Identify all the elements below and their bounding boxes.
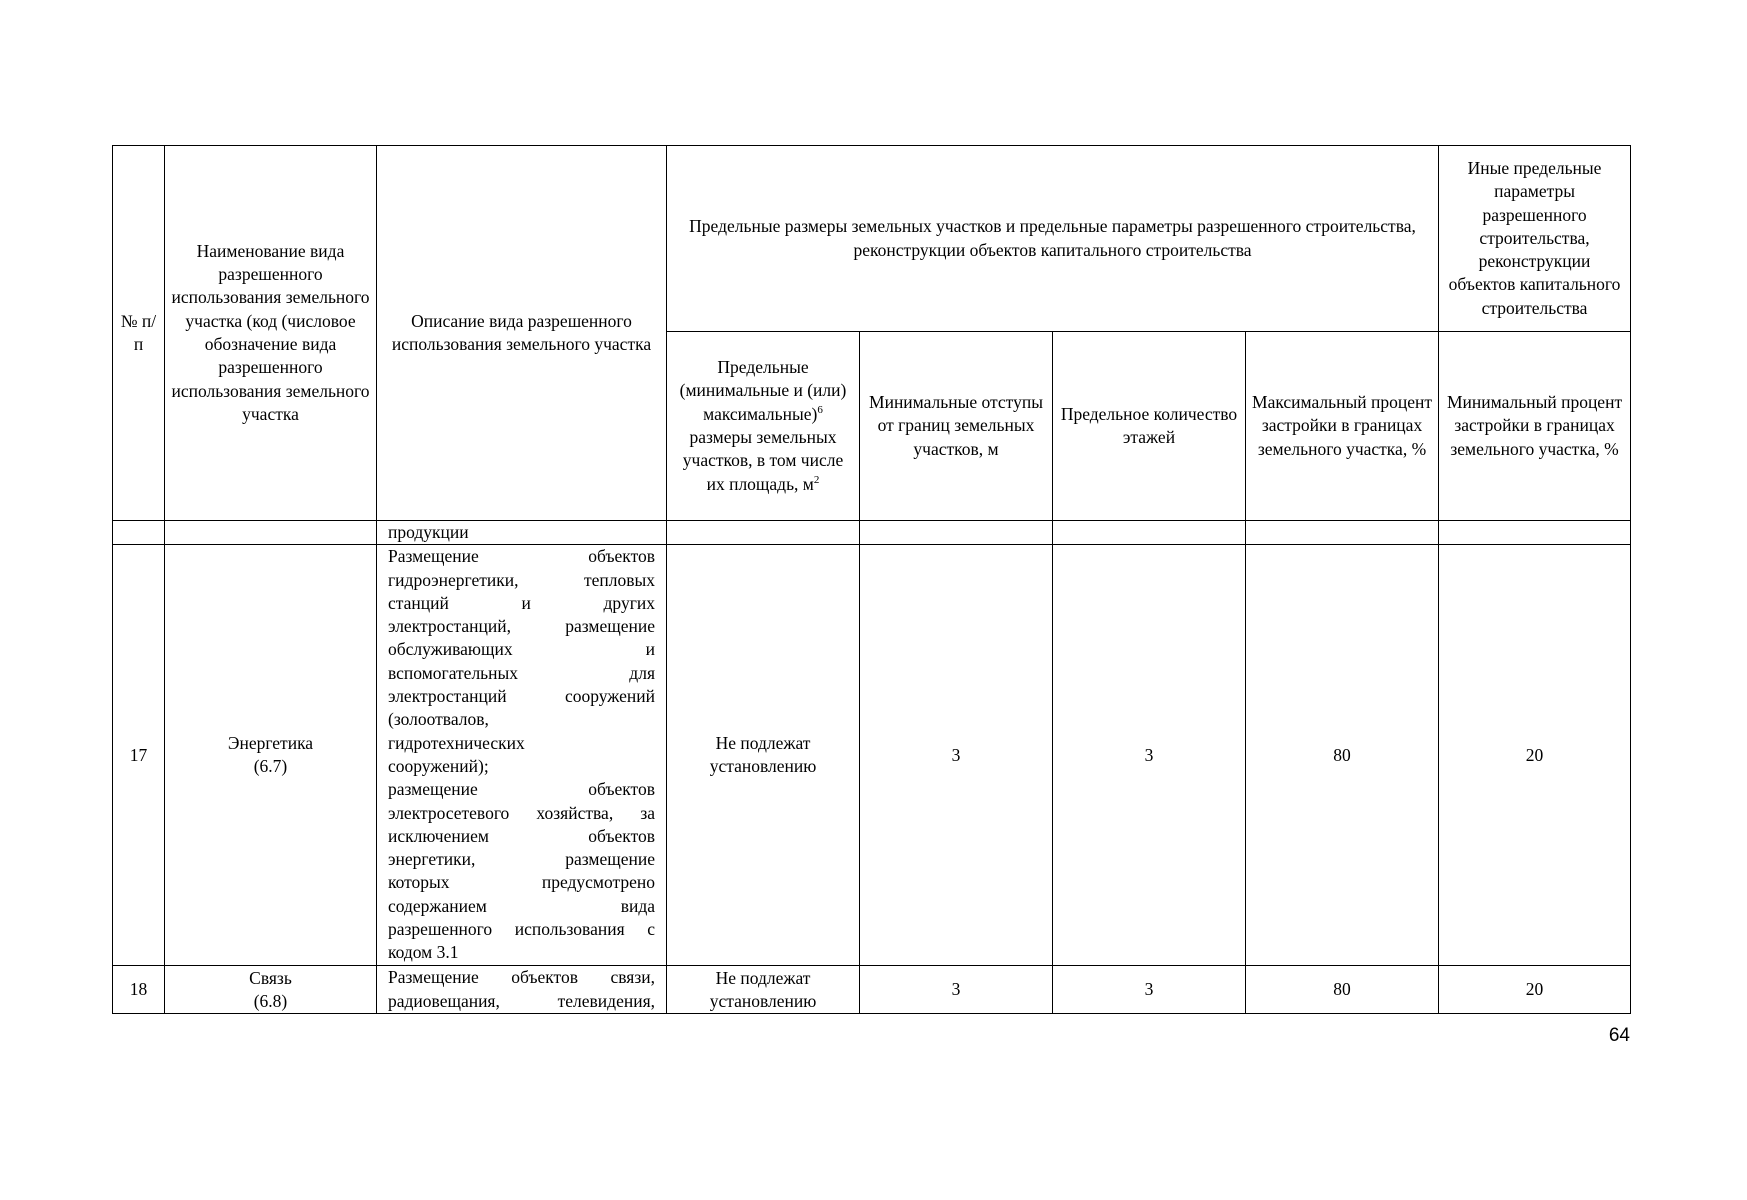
row-description: Размещение объектов гидроэнергетики, тепловых станций и других электростанций, размещение обслуживающих и вспомогательных для электростанций сооружений (золоотвалов, гидротехнических сооружений); размещение объектов электросетевого хозяйства, за исключением объектов энергетики, размещение которых предусмотрено содержанием вида разрешенного использования с кодом 3.1 (377, 545, 667, 966)
continuation-description: продукции (377, 521, 667, 545)
row-name-label: Связь (249, 967, 292, 988)
row-name (165, 545, 377, 966)
unit-superscript: 2 (813, 473, 820, 486)
header-name: Наименование вида разрешенного использования земельного участка (код (числовое обозначение вида разрешенного использования земельного участка (165, 146, 377, 521)
table-row (113, 966, 1631, 1014)
row-min-coverage: 20 (1439, 545, 1631, 966)
header-plot-size (667, 332, 860, 521)
row-floors: 3 (1053, 966, 1246, 1014)
row-plot-size: Не подлежат установлению (667, 545, 860, 966)
row-max-coverage: 80 (1246, 545, 1439, 966)
header-plot-size-text: Предельные (минимальные и (или) максимальные) (679, 357, 847, 424)
zoning-parameters-table (112, 145, 1631, 1014)
row-code: (6.8) (253, 990, 288, 1011)
row-num: 17 (113, 545, 165, 966)
row-max-coverage: 80 (1246, 966, 1439, 1014)
continuation-row (113, 521, 1631, 545)
header-plot-size-rest: размеры земельных участков, в том числе их площадь, м (682, 427, 844, 494)
page-number: 64 (1608, 1025, 1630, 1046)
row-description: Размещение объектов связи, радиовещания, телевидения, (377, 966, 667, 1014)
row-name-label: Энергетика (227, 733, 314, 753)
header-floors: Предельное количество этажей (1053, 332, 1246, 521)
row-setbacks: 3 (860, 545, 1053, 966)
row-code: (6.7) (253, 756, 288, 777)
row-setbacks: 3 (860, 966, 1053, 1014)
header-num: № п/п (113, 146, 165, 521)
row-name (165, 966, 377, 1014)
header-max-coverage: Максимальный процент застройки в границах земельного участка, % (1246, 332, 1439, 521)
header-setbacks: Минимальные отступы от границ земельных участков, м (860, 332, 1053, 521)
header-group-other: Иные предельные параметры разрешенного строительства, реконструкции объектов капитального строительства (1439, 146, 1631, 332)
header-min-coverage: Минимальный процент застройки в границах земельного участка, % (1439, 332, 1631, 521)
footnote-ref: 6 (817, 403, 823, 416)
table-row (113, 545, 1631, 966)
row-plot-size: Не подлежат установлению (667, 966, 860, 1014)
row-floors: 3 (1053, 545, 1246, 966)
row-num: 18 (113, 966, 165, 1014)
header-row-1 (113, 146, 1631, 332)
row-min-coverage: 20 (1439, 966, 1631, 1014)
header-group-limits: Предельные размеры земельных участков и предельные параметры разрешенного строительства, реконструкции объектов капитального строительства (667, 146, 1439, 332)
header-description: Описание вида разрешенного использования земельного участка (377, 146, 667, 521)
